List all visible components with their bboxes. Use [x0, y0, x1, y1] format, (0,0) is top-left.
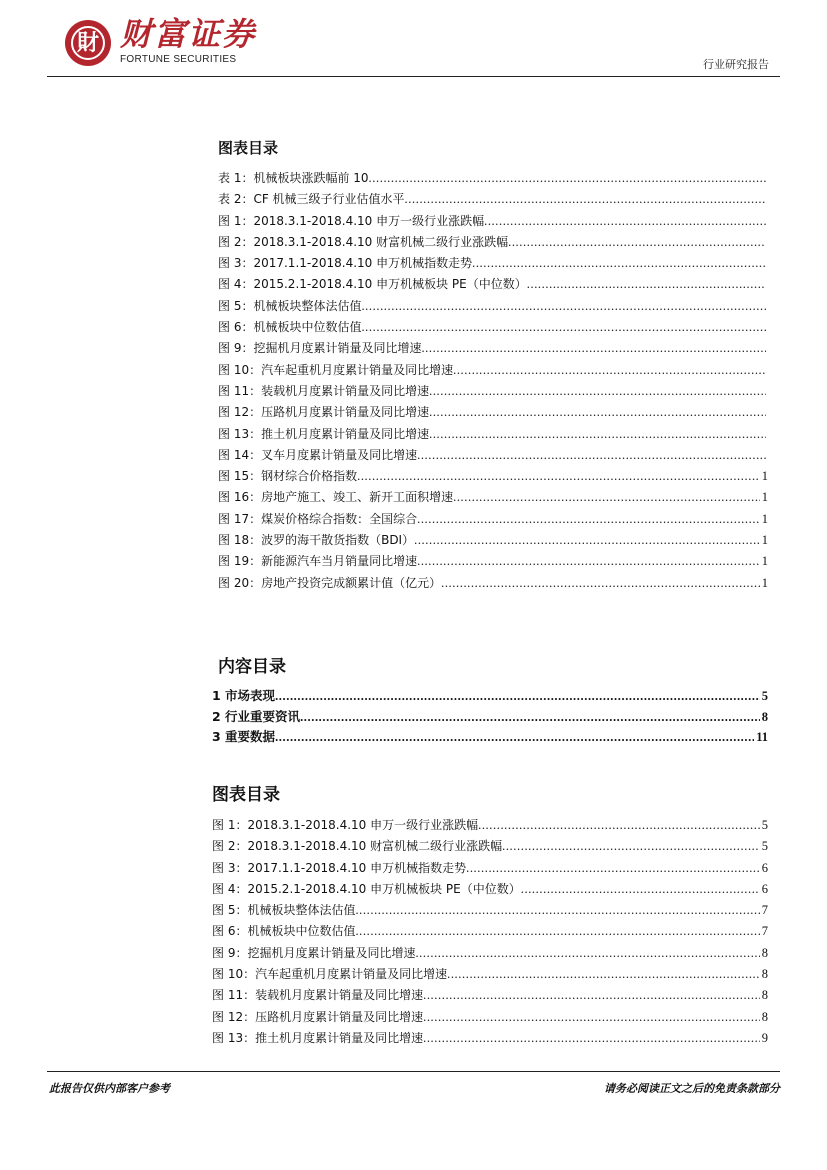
toc-entry-label: 图 6：机械板块中位数估值: [212, 924, 356, 939]
toc-leader-dots: [423, 1028, 760, 1049]
toc-entry[interactable]: [218, 317, 768, 338]
toc-leader-dots: [417, 445, 766, 466]
toc-entry-label: 图 13：推土机月度累计销量及同比增速: [212, 1030, 424, 1045]
toc-entry-page: 1: [761, 533, 768, 548]
toc-entry-label: 表 1：机械板块涨跌幅前 10: [218, 171, 369, 185]
footer-divider: [47, 1071, 780, 1072]
toc-entry[interactable]: [212, 900, 768, 921]
toc-entry[interactable]: [212, 686, 768, 707]
toc-entry-label: 图 11：装载机月度累计销量及同比增速: [218, 383, 430, 398]
brand-name-cn: 财富证券: [120, 15, 257, 53]
toc-entry-page: 8: [761, 1009, 768, 1024]
toc-entry[interactable]: [218, 381, 768, 402]
toc-entry-page: 1: [761, 490, 768, 505]
toc-leader-dots: [429, 402, 766, 423]
page-header: [0, 0, 827, 80]
toc-entry-label: 图 12：压路机月度累计销量及同比增速: [212, 1009, 424, 1024]
toc-entry-label: 图 12：压路机月度累计销量及同比增速: [218, 405, 430, 420]
toc-entry-label: 图 4：2015.2.1-2018.4.10 申万机械板块 PE（中位数）: [212, 881, 521, 896]
toc-leader-dots: [275, 727, 754, 748]
toc-leader-dots: [417, 551, 760, 572]
toc-entry-label: 图 3：2017.1.1-2018.4.10 申万机械指数走势: [218, 256, 473, 271]
toc-entry-page: 8: [761, 709, 768, 724]
toc-entry-page: 8: [761, 967, 768, 982]
toc-entry[interactable]: [218, 551, 768, 572]
toc-entry[interactable]: [218, 509, 768, 530]
toc-entry-page: 7: [761, 924, 768, 939]
toc-leader-dots: [472, 253, 766, 274]
toc-entry-page: 6: [761, 881, 768, 896]
toc-leader-dots: [423, 1007, 760, 1028]
toc-entry[interactable]: [218, 360, 768, 381]
toc-entry[interactable]: [218, 530, 768, 551]
charts-toc-title-2: 图表目录: [212, 785, 280, 805]
toc-leader-dots: [414, 530, 760, 551]
footer-disclaimer-left: 此报告仅供内部客户参考: [49, 1082, 170, 1095]
toc-entry[interactable]: [212, 921, 768, 942]
toc-leader-dots: [355, 900, 759, 921]
toc-entry[interactable]: [212, 1007, 768, 1028]
toc-entry[interactable]: [212, 815, 768, 836]
toc-entry-label: 3 重要数据: [212, 729, 276, 744]
toc-leader-dots: [478, 815, 760, 836]
toc-leader-dots: [405, 189, 766, 210]
toc-leader-dots: [527, 274, 766, 295]
toc-leader-dots: [447, 964, 760, 985]
toc-entry-label: 图 6：机械板块中位数估值: [218, 320, 362, 335]
toc-leader-dots: [417, 509, 760, 530]
charts-toc-list-2: [212, 815, 768, 1049]
toc-entry[interactable]: [212, 964, 768, 985]
logo-glyph: 財: [76, 30, 99, 56]
toc-entry-label: 图 9：挖掘机月度累计销量及同比增速: [218, 341, 422, 356]
toc-entry-page: 6: [761, 860, 768, 875]
toc-entry-label: 图 4：2015.2.1-2018.4.10 申万机械板块 PE（中位数）: [218, 277, 527, 292]
toc-entry[interactable]: [218, 232, 768, 253]
toc-entry-page: 5: [761, 839, 768, 854]
toc-entry-label: 图 10：汽车起重机月度累计销量及同比增速: [212, 967, 448, 982]
toc-leader-dots: [466, 858, 760, 879]
toc-entry-label: 图 17：煤炭价格综合指数：全国综合: [218, 511, 418, 526]
toc-entry[interactable]: [218, 445, 768, 466]
toc-entry-label: 表 2：CF 机械三级子行业估值水平: [218, 192, 405, 207]
charts-toc-title-1: 图表目录: [218, 139, 279, 157]
toc-entry-page: 1: [761, 575, 768, 590]
toc-entry-page: 1: [761, 511, 768, 526]
toc-entry-label: 图 5：机械板块整体法估值: [212, 903, 356, 918]
brand-name-en: FORTUNE SECURITIES: [120, 54, 237, 65]
toc-entry-label: 图 13：推土机月度累计销量及同比增速: [218, 426, 430, 441]
toc-leader-dots: [453, 487, 760, 508]
toc-entry-label: 图 3：2017.1.1-2018.4.10 申万机械指数走势: [212, 860, 467, 875]
toc-entry[interactable]: [218, 253, 768, 274]
toc-entry-page: 9: [761, 1030, 768, 1045]
toc-entry[interactable]: [212, 1028, 768, 1049]
contents-toc-list: [212, 686, 768, 748]
toc-leader-dots: [441, 573, 760, 594]
toc-entry[interactable]: [218, 466, 768, 487]
toc-entry-label: 1 市场表现: [212, 688, 276, 703]
toc-entry[interactable]: [212, 707, 768, 728]
brand-logo-icon: [65, 20, 111, 66]
toc-entry[interactable]: [212, 836, 768, 857]
toc-leader-dots: [369, 168, 766, 189]
toc-entry-label: 图 19：新能源汽车当月销量同比增速: [218, 554, 418, 569]
toc-entry[interactable]: [218, 189, 768, 210]
toc-entry[interactable]: [218, 274, 768, 295]
toc-leader-dots: [355, 921, 759, 942]
toc-entry[interactable]: [218, 338, 768, 359]
toc-entry-page: 11: [756, 730, 768, 744]
toc-entry-label: 图 1：2018.3.1-2018.4.10 申万一级行业涨跌幅: [212, 818, 479, 832]
toc-entry-label: 图 2：2018.3.1-2018.4.10 财富机械二级行业涨跌幅: [212, 839, 503, 854]
toc-leader-dots: [421, 338, 766, 359]
toc-entry-label: 图 15：钢材综合价格指数: [218, 469, 358, 484]
toc-entry[interactable]: [218, 487, 768, 508]
toc-entry[interactable]: [212, 985, 768, 1006]
toc-leader-dots: [361, 296, 766, 317]
toc-entry-page: 5: [761, 689, 768, 703]
toc-entry-page: 1: [761, 554, 768, 569]
toc-leader-dots: [502, 836, 760, 857]
toc-entry-label: 2 行业重要资讯: [212, 708, 301, 724]
toc-entry-page: 1: [761, 469, 768, 484]
toc-entry[interactable]: [218, 296, 768, 317]
toc-entry-page: 8: [761, 945, 768, 960]
footer-disclaimer-right: 请务必阅读正文之后的免责条款部分: [604, 1082, 780, 1095]
document-type: 行业研究报告: [703, 58, 769, 71]
toc-entry[interactable]: [212, 727, 768, 748]
toc-entry-label: 图 10：汽车起重机月度累计销量及同比增速: [218, 362, 454, 377]
contents-toc-title: 内容目录: [218, 657, 286, 677]
toc-entry-label: 图 5：机械板块整体法估值: [218, 298, 362, 313]
header-divider: [47, 76, 780, 77]
toc-entry-label: 图 11：装载机月度累计销量及同比增速: [212, 988, 424, 1003]
toc-leader-dots: [429, 381, 766, 402]
toc-leader-dots: [423, 985, 760, 1006]
toc-entry-label: 图 1：2018.3.1-2018.4.10 申万一级行业涨跌幅: [218, 213, 485, 228]
toc-entry[interactable]: [218, 424, 768, 445]
toc-entry-page: 5: [761, 818, 768, 832]
toc-entry[interactable]: [212, 858, 768, 879]
toc-entry[interactable]: [218, 168, 768, 189]
toc-leader-dots: [521, 879, 760, 900]
charts-toc-list-1: [218, 168, 768, 594]
toc-leader-dots: [429, 424, 766, 445]
toc-entry[interactable]: [218, 211, 768, 232]
toc-leader-dots: [508, 232, 766, 253]
toc-entry-page: 8: [761, 988, 768, 1003]
toc-entry[interactable]: [212, 943, 768, 964]
toc-leader-dots: [361, 317, 766, 338]
toc-leader-dots: [275, 686, 760, 707]
toc-leader-dots: [484, 211, 766, 232]
toc-entry-label: 图 14：叉车月度累计销量及同比增速: [218, 447, 418, 462]
toc-entry-label: 图 9：挖掘机月度累计销量及同比增速: [212, 945, 416, 960]
toc-entry-label: 图 18：波罗的海干散货指数（BDI）: [218, 533, 415, 548]
toc-entry-label: 图 2：2018.3.1-2018.4.10 财富机械二级行业涨跌幅: [218, 234, 509, 249]
toc-leader-dots: [453, 360, 766, 381]
toc-entry[interactable]: [218, 402, 768, 423]
toc-entry-page: 7: [761, 903, 768, 918]
toc-entry-label: 图 16：房地产施工、竣工、新开工面积增速: [218, 490, 454, 505]
toc-leader-dots: [300, 707, 760, 728]
toc-entry[interactable]: [212, 879, 768, 900]
toc-entry[interactable]: [218, 573, 768, 594]
toc-leader-dots: [357, 466, 760, 487]
toc-entry-label: 图 20：房地产投资完成额累计值（亿元）: [218, 575, 442, 590]
toc-leader-dots: [415, 943, 759, 964]
